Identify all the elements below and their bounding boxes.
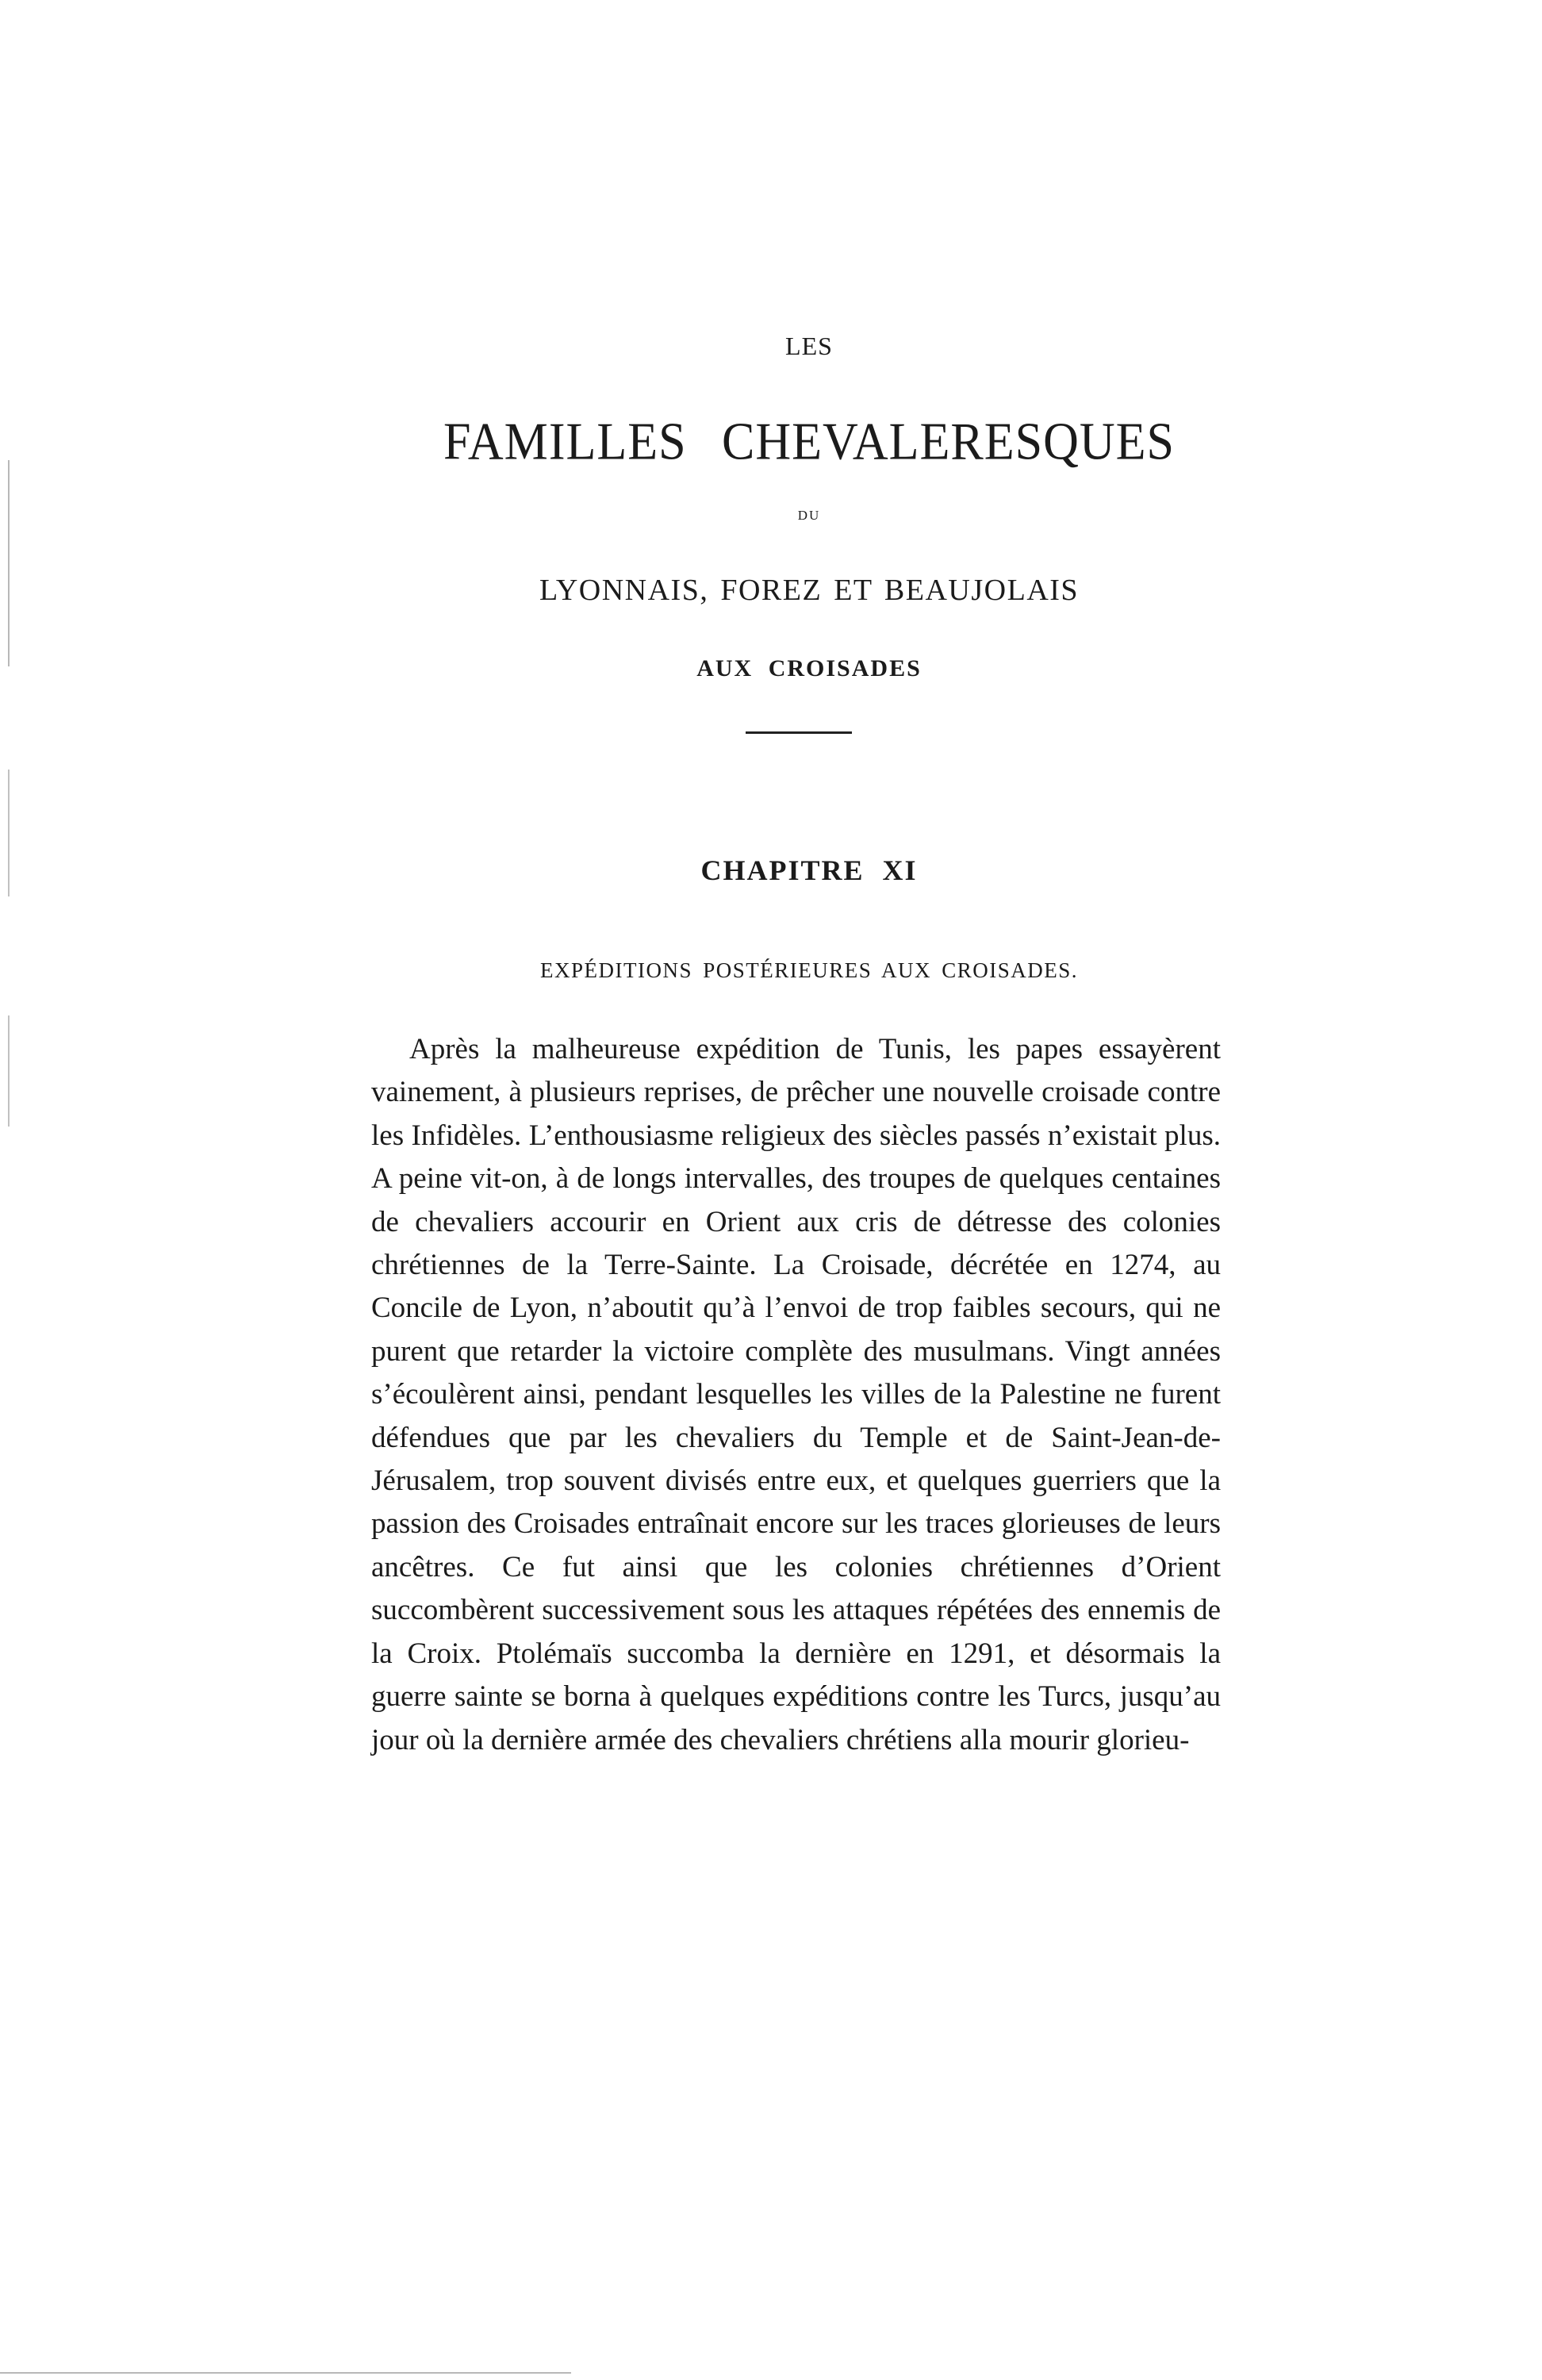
subtitle-regions: LYONNAIS, FOREZ ET BEAUJOLAIS <box>539 574 1080 607</box>
chapter-label: CHAPITRE XI <box>700 854 918 886</box>
title-connector: DU <box>797 508 821 523</box>
scan-bottom-line <box>0 2372 571 2374</box>
scan-margin-mark <box>8 1015 10 1127</box>
scan-margin-mark <box>8 770 10 896</box>
title-divider <box>746 731 852 734</box>
chapter-heading: EXPÉDITIONS POSTÉRIEURES AUX CROISADES. <box>539 958 1079 982</box>
scan-margin-mark <box>8 460 10 666</box>
body-paragraph: Après la malheureuse expédition de Tunis, les papes essayèrent vainement, à plusieurs reprises, de prêcher une nouvelle croisade contre les Infidèles. L’enthousiasme religieux des siècles passés n’existait plus. A peine vit-on, à de longs intervalles, des troupes de quelques centaines de chevaliers accourir en Orient aux cris de détresse des colonies chrétiennes de la Terre-Sainte. La Croisade, décrétée en 1274, au Concile de Lyon, n’aboutit qu’à l’envoi de trop faibles secours, qui ne purent que retarder la victoire complète des musulmans. Vingt années s’écoulèrent ainsi, pendant lesquelles les villes de la Palestine ne furent défendues que par les chevaliers du Temple et de Saint-Jean-de-Jérusalem, trop souvent divisés entre eux, et quelques guerriers que la passion des Croisades entraînait encore sur les traces glorieuses de leurs ancêtres. Ce fut ainsi que les colonies chrétiennes d’Orient succombèrent successivement sous les attaques répétées des ennemis de la Croix. Ptolémaïs succomba la dernière en 1291, et désormais la guerre sainte se borna à quelques expéditions contre les Turcs, jusqu’au jour où la dernière armée des chevaliers chrétiens alla mourir glorieu- <box>371 1033 1221 1756</box>
main-title: FAMILLES CHEVALERESQUES <box>443 413 1175 471</box>
pre-title: LES <box>785 332 833 360</box>
subtitle-croisades: AUX CROISADES <box>696 655 922 681</box>
